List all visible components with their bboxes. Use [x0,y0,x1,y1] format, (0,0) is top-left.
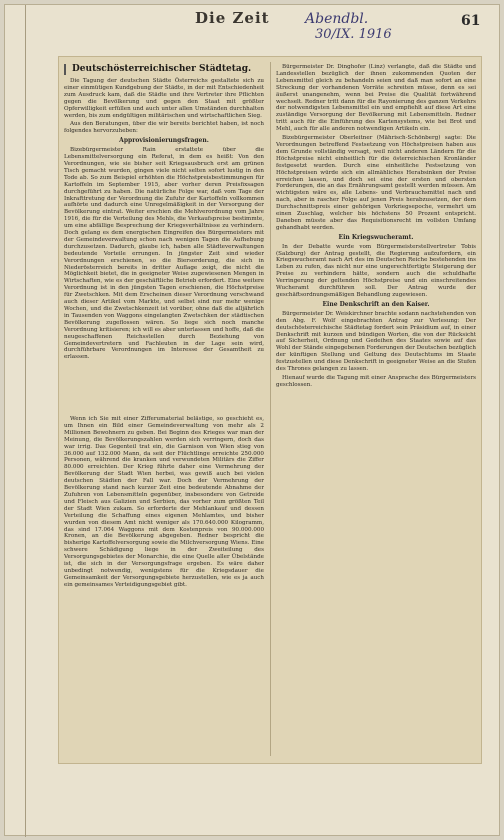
section-title-denkschrift: Eine Denkschrift an den Kaiser. [322,300,430,308]
article-intro-2: Aus den Beratungen, über die wir bereits berichtet haben, ist noch folgendes hervorzuheben: [64,121,264,135]
col2-paragraph-tobis: In der Debatte wurde vom Bürgermeisterstellvertreter Tobis (Salzburg) der Antrag gestellt, die Regierung aufzufordern, ein Kriegswucheramt nach Art des im Deutschen Reiche bestehenden ins Leben zu rufen, das nicht nur eine ungerechtfertigte Steigerung der Preise zu verhindern hätte, sondern auch die schuldhafte Verringerung der geltenden Höchstpreise und ein einschreitendes Wucheramt durchführen soll. Der Antrag wurde der geschäftsordnungsmäßigen Behandlung zugewiesen. [276,243,476,298]
handwritten-edition-note: Abendbl. [305,11,369,27]
col2-paragraph-dinghofer: Bürgermeister Dr. Dinghofer (Linz) verlangte, daß die Städte und Landesstellen bezüglich der ihnen zukommenden Quoten der Lebensmittel gleich zu behandeln seien und daß man sofort an eine Streckung der vorhandenen Vorräte schreiten müsse, denn es sei äußerst unangenehm, wenn bei Preise die Qualität fortwährend wechselt. Redner tritt dann für die Rayonierung des ganzen Verkehrs der notwendigsten Lebensmittel ein und empfiehlt auf diese Art eine zuständige Versorgung der Bevölkerung mit Lebensmitteln. Redner tritt auch für die Einführung des Kartensystems, wie bei Brot und Mehl, auch für alle anderen notwendigen Artikeln ein. [276,64,476,133]
article-column-left-bottom [64,416,264,756]
section-title-approvisionierung: Approvisionierungsfragen. [119,137,209,145]
col2-paragraph-weiskirchner: Bürgermeister Dr. Weiskirchner brachte sodann nachstehenden von den Abg. F. Wolf eingebrachten Antrag zur Verlesung: Der deutschösterreichische Städtetag fordert sein Präsidium auf, in einer Denkschrift mit kurzen und bündigen Worten, die von der Rücksicht auf Sicherheit, Ordnung und Gedeihen des Staates sowie auf das Wohl der Stände eingegebenen Forderungen der Deutschen bezüglich der künftigen Stellung und Geltung des Deutschtums im Staate festzustellen und diese Denkschrift in geeigneter Weise an die Stufen des Thrones gelangen zu lassen. [276,310,476,373]
article-title: Deutschösterreichischer Städtetag. [64,64,264,75]
col2-paragraph-closing: Hienauf wurde die Tagung mit einer Ansprache des Bürgermeisters geschlossen. [276,374,476,388]
newspaper-masthead: Die Zeit [195,9,270,27]
binding-margin-line [25,5,26,837]
article-column-right [276,64,476,644]
handwritten-date: 30/IX. 1916 [315,27,392,42]
section1-paragraph-1: Bizebürgermeister Rain erstattete über die Lebensmittelversorgung ein Referat, in dem es heißt: Von den Verordnungen, wie sie bisher seit Kriegsausbruch erst am grünen Tisch gemacht wurden, gingen viele nicht selten sofort lustig in den Tode ab. So zum Beispiel erhöhten die Höchstpreisbestimmungen für Kartoffeln im September 1915, aber vorher deren Preisfixsagen durchgeführt zu haben. Die natürliche Folge war, daß vom Tage der Inkrafttretung der Verordnung die Zufuhr der Kartoffeln vollkommen aufhörte und dadurch eine Unregelmäßigkeit in der Versorgung der Bevölkerung eintrat. Weiter erschien die Mehlverordnung vom Jahre 1916, die für die Verteilung des Mehls, die Verkaufspreise bestimmte, um eine abfällige Besprechung der Kriegsverhältnisse zu verhindern. Doch gelang es dem energischen Eingreifen des Bürgermeisters mit der Gemeindeverwaltung schon nach wenigen Tagen die Aufhebung durchzusetzen. Dadurch, glaube ich, haben alle Städteverwaltungen bedeutende Vorteile errungen. In jüngster Zeit sind wieder Verordnungen erschienen, so die Biersorderung, die sich in Niederösterreich bereits in dritter Auflage zeigt, die nicht die Möglichkeit bietet, die in geeigneter Weise zugewiesenen Mengen in Wirtschaften, wie es der geschäftliche Betrieb erfordert. Eine weitere Verordnung ist in den jüngsten Tagen erschienen, die Höchstpreise für Zwetschken. Mit dem Erscheinen dieser Verordnung verschwand auch dieser Artikel vom Markte, und selbst sind nur mehr wenige Wochen, und die Zwetschkenzeit ist vorüber, ohne daß die alljährlich in Tausenden von Waggons eingelangten Zwetschken der städtischen Bevölkerung zugeflossen wären. So liege sich noch manche Verordnung kritisieren; ich will es aber unterlassen und hoffe, daß die neugeschaffenen Reichsstellen durch Beziehung von Gemeindevertretern und Fachleuten in der Lage sein wird, durchführbare Verordnungen im Interesse der Gesamtheit zu erlassen. [64,147,264,361]
col2-paragraph-oberleitner: Bizebürgermeister Oberleitner (Mährisch-Schönberg) sagte: Die Verordnungen betreffend Festsetzung von Höchstpreisen haben aus dem Grunde vollständig versagt, weil nicht anderen Ländern für die Höchstpreise nicht einheitlich für die österreichischen Kronländer festgesetzt wurden. Durch eine einheitliche Festsetzung von Höchstpreisen würde sich ein allmähliches Herabsinken der Preise erreichen lassen, und doch sei eine der ersten und obersten Forderungen, die an das Ernährungsamt gestellt werden müssen. Am wichtigsten wäre es, alle Lebens- und Verbrauchsmittel nach und nach, aber in rascher Folge auf jenen Preis herabzusetzen, der dem Durchschnittspreis einer gehörigen Vorkriegsepoche, vermehrt um einen Zuschlag, welcher bis höchstens 50 Prozent entspricht. Daneben müsste aber das Requisitionsrecht im vollsten Umfang gehandhabt werden. [276,135,476,231]
article-column-left-top [64,64,264,389]
section1-paragraph-2: Wenn ich Sie mit einer Zifferumaterial belästige, so geschieht es, um Ihnen ein Bild einer Gemeindeverwaltung von mehr als 2 Millionen Bewohnern zu geben. Bei Beginn des Krieges war man der Meinung, die Bevölkerungszahlen werden sich verringern, doch das war irrig. Das Gegenteil trat ein, die Garnison von Wien stieg von 36.000 auf 132.000 Mann, da seit der Flüchtlinge erreichte 250.000 Personen, während die kranken und verwundeten Militärs die Ziffer 80.000 erreichten. Der Krieg führte daher eine Vermehrung der Bevölkerung der Stadt Wien herbei, was gewiß auch bei vielen deutschen Städten der Fall war. Doch der Vermehrung der Bevölkerung stand nach kurzer Zeit eine bedeutende Abnahme der Zufuhren von Lebensmitteln gegenüber, insbesondere von Getreide und Fleisch aus Galizien und Serbien, das vorher zum größten Teil der Stadt Wien zukam. So erforderte der Mehlankauf und dessen Verteilung die Schaffung eines eigenen Mehlamtes, und bisher wurden von diesem Amt nicht weniger als 170.640.000 Kilogramm, das sind 17.064 Waggons mit dem Kostenpreis von 90.000.000 Kronen, an die Bevölkerung abgegeben. Redner bespricht die bisherige Kartoffelversorgung sowie die Milchversorgung Wiens. Eine schwere Schädigung liege in der Zweiteilung des Versorgungsgebietes der Monarchie, die eine Quelle aller Übelstände ist, die sich in der Versorgungsfrage ergeben. Es wäre daher unbedingt notwendig, wenigstens für die Kriegsdauer die Gemeinsamkeit der Versorgungsgebiete herzustellen, wie es ja auch ein gemeinsames Verteidigungsgebiet gibt. [64,416,264,588]
page-number: 61 [461,13,481,29]
article-intro: Die Tagung der deutschen Städte Österreichs gestaltete sich zu einer einmütigen Kundgebung der Städte, in der mit Entschiedenheit zum Ausdruck kam, daß die Städte und ihre Vertreter ihre Pflichten gegen die Bevölkerung und gegen den Staat mit größter Opferwilligkeit erfüllen und auch unter allen Umständen durchhalten werden, bis zum endgültigen militärischen und wirtschaftlichen Sieg. [64,78,264,119]
column-separator [270,62,271,756]
section-title-kriegswucheramt: Ein Kriegswucheramt. [338,233,414,241]
